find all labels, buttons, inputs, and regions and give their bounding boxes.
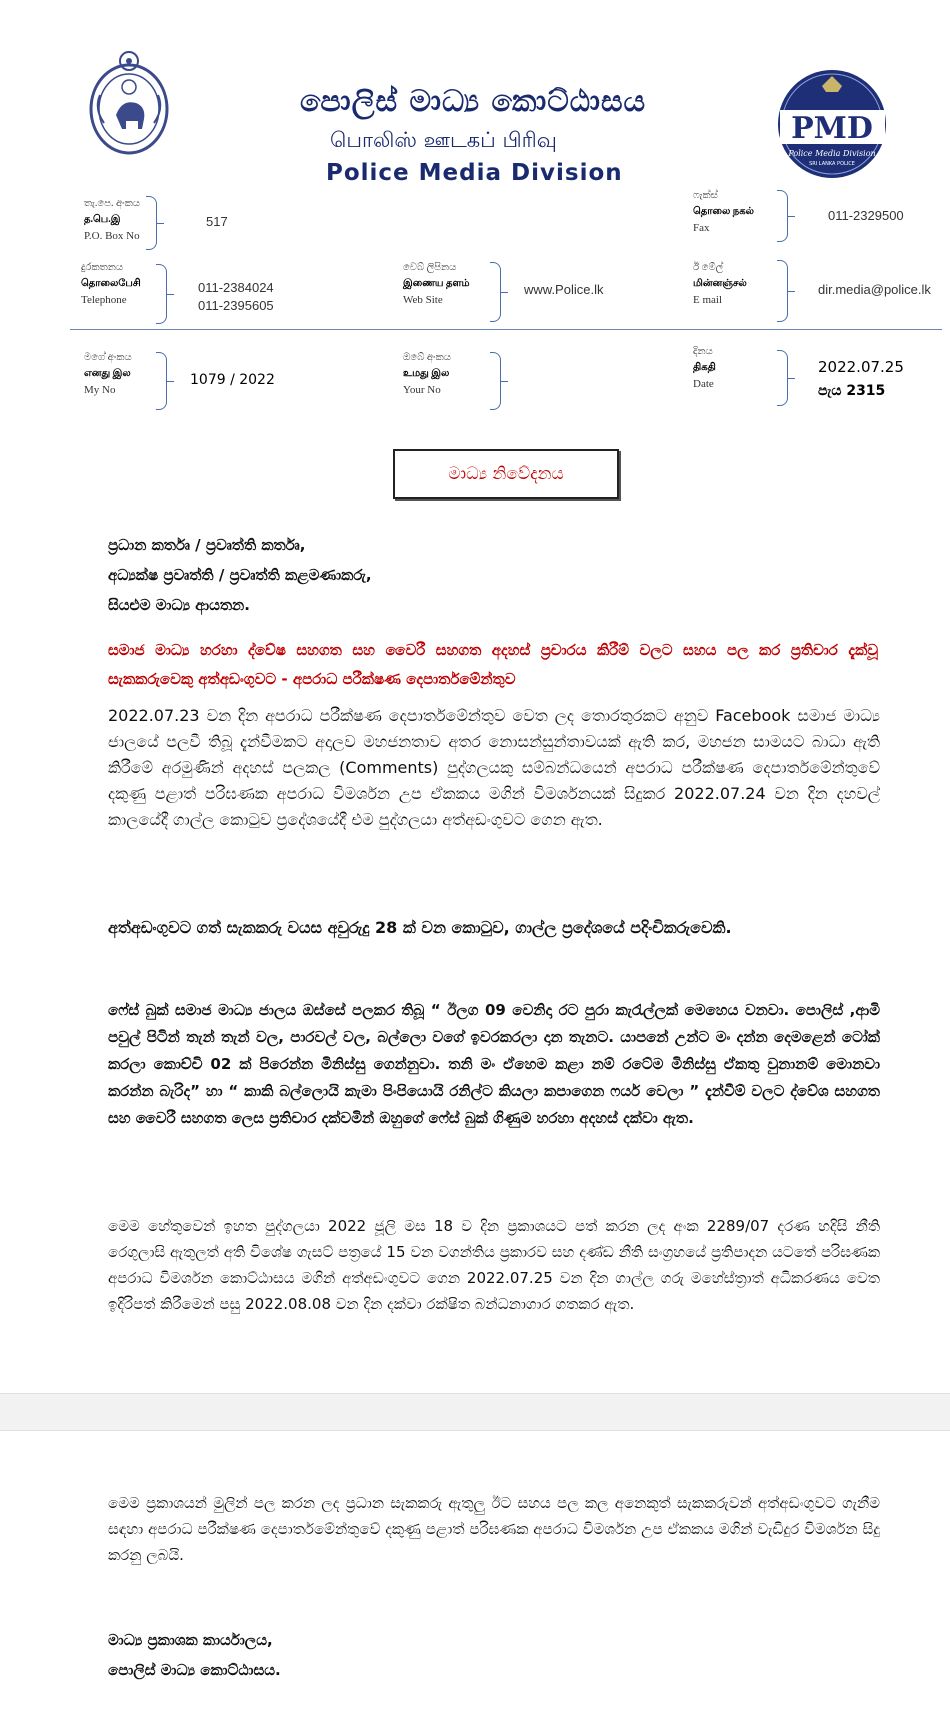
police-emblem-icon	[86, 47, 172, 159]
email-label: ඊ මේල් மின்னஞ்சல் E mail	[693, 262, 747, 306]
fax-value: 011-2329500	[828, 208, 904, 223]
website-label: වෙබ් ලිපිනය இணைய தளம் Web Site	[403, 262, 470, 306]
pobox-value: 517	[206, 214, 228, 229]
date-label: දිනය திகதி Date	[693, 346, 716, 390]
date-brace	[777, 350, 788, 406]
signature-line: මාධ්‍ය ප්‍රකාශක කාර්යාලය,	[108, 1631, 273, 1649]
page-break	[0, 1393, 950, 1431]
addressee-line: අධ්‍යක්ෂ ප්‍රවෘත්ති / ප්‍රවෘත්ති කළමණාකරු,	[108, 566, 372, 584]
media-release-title: මාධ්‍ය නිවේදනය	[393, 449, 619, 499]
paragraph-3: ෆේස් බුක් සමාජ මාධ්‍ය ජාලය ඔස්සේ පලකර තිබූ “ ඊලග 09 වෙනිදා රට පුරා කැරැල්ලක් මෙහෙය වනවා. පොලිස් ,ආමි පවුල් පිටින් තැන් තැන් වල, පාරවල් වල, බල්ලො වගේ ඉවරකරලා දාන තැනට. යාපනේ උන්ට මං දන්න දෙමළෙන් ටෝක් කරලා කොච්චි 02 ක් පිරෙන්න මිනිස්සු ගෙන්නුවා. තනි මං ඒහෙම කළා නම් රටේම මිනිස්සු ඒකතු වුනානම් මොනවා කරන්න බැරිද” හා “ කාකි බල්ලොයි කැමා පිංපියොයි රනිල්ට කියලා කපාගෙන ෆයර් වෙලා ” දැන්වීම් වලට ද්වේශ සහගත සහ වෛරී සහගත ලෙස ප්‍රතිචාර දක්වමින් ඔහුගේ ෆේස් බුක් ගිණුම හරහා අදහස් දක්වා ඇත.	[108, 1001, 880, 1127]
myno-label: මගේ අංකය எனது இல My No	[84, 352, 132, 396]
telephone-value-2: 011-2395605	[198, 298, 274, 313]
email-brace	[777, 260, 788, 322]
pobox-brace	[146, 196, 157, 250]
telephone-brace	[156, 264, 167, 324]
header-divider	[70, 329, 942, 330]
myno-brace	[156, 352, 167, 410]
title-tamil: பொலிஸ் ஊடகப் பிரிவு	[330, 128, 557, 152]
yourno-label: ඔබේ අංකය உமது இல Your No	[403, 352, 451, 396]
website-brace	[490, 262, 501, 322]
addressee-line: ප්‍රධාන කර්තෘ / ප්‍රවෘත්ති කර්තෘ,	[108, 536, 306, 554]
paragraph-4: මෙම හේතුවෙන් ඉහත පුද්ගලයා 2022 ජූලි මස 18 ව දින ප්‍රකාශයට පත් කරන ලද අංක 2289/07 දරණ හදිසි නීති රෙගුලාසි ඇතුලත් අති විශේෂ ගැසට් පත්‍රයේ 15 වන වගන්තිය ප්‍රකාරව සහ දණ්ඩ නීති සංග්‍රහයේ ප්‍රතිපාදන යටතේ පරිඝණක අපරාධ විමර්ශන කොට්ඨාසය මගින් අත්අඩංගුවට ගෙන 2022.07.25 වන දින ගාල්ල ගරු මහේස්ත්‍රාත් අධිකරණය වෙත ඉදිරිපත් කිරීමෙන් පසු 2022.08.08 වන දින දක්වා රක්ෂිත බන්ධනාගාර ගතකර ඇත.	[108, 1217, 880, 1313]
addressee-block	[108, 530, 372, 620]
yourno-brace	[490, 352, 501, 410]
pmd-logo-sub: SRI LANKA POLICE	[809, 161, 855, 167]
paragraph-2: අත්අඩංගුවට ගත් සැකකරු වයස අවුරුදු 28 ක් වන කොටුව, ගාල්ල ප්‍රදේශයේ පදිංචිකරුවෙකි.	[108, 918, 732, 937]
pmd-logo-caption: Police Media Division	[788, 149, 876, 158]
email-link[interactable]: dir.media@police.lk	[818, 282, 931, 297]
headline: සමාජ මාධ්‍ය හරහා ද්වේෂ සහගත සහ වෛරී සහගත අදහස් ප්‍රචාරය කිරීම් වලට සහය පල කර ප්‍රතිචාර දැක්වූ සැකකරුවෙකු අත්අඩංගුවට - අපරාධ පරීක්ෂණ දෙපාර්තමේන්තුව	[108, 641, 878, 688]
pobox-label: තැ.පෙ. අංකය த.பெ.இ P.O. Box No	[84, 198, 140, 242]
pmd-logo-text: PMD	[791, 111, 873, 146]
date-value: 2022.07.25	[818, 358, 904, 376]
telephone-label: දුරකතනය தொலைபேசி Telephone	[81, 262, 141, 306]
addressee-line: සියළුම මාධ්‍ය ආයතන.	[108, 596, 250, 614]
signature-block	[108, 1625, 281, 1685]
myno-value: 1079 / 2022	[190, 372, 275, 388]
pmd-logo	[776, 66, 889, 184]
fax-brace	[777, 190, 788, 242]
website-link[interactable]: www.Police.lk	[524, 282, 604, 297]
paragraph-1: 2022.07.23 වන දින අපරාධ පරීක්ෂණ දෙපාර්තමේන්තුව වෙත ලද තොරතුරකට අනුව Facebook සමාජ මාධ්‍ය ජාලයේ පලවී තිබූ දැන්වීමකට අදාලව මහජනතාව අතර නොසන්සුන්තාවයක් ඇති කර, මහජන සාමයට බාධා ඇති කිරීමේ අරමුණින් අදහස් පලකල (Comments) පුද්ගලයකු සම්බන්ධයෙන් අපරාධ පරීක්ෂණ දෙපාර්තමේන්තුවේ දකුණු පළාත් පරිඝණක අපරාධ විමර්ශන උප ඒකකය මගින් විමර්ශනයක් සිදුකර 2022.07.24 වන දින දහවල් කාලයේදී ගාල්ල කොටුව ප්‍රදේශයේදී එම පුද්ගලයා අත්අඩංගුවට ගෙන ඇත.	[108, 706, 880, 829]
title-english: Police Media Division	[326, 160, 623, 186]
fax-label: ෆැක්ස් தொலை நகல் Fax	[693, 190, 754, 234]
signature-line: පොලිස් මාධ්‍ය කොට්ඨාසය.	[108, 1661, 281, 1679]
time-value: පැය 2315	[818, 383, 886, 399]
paragraph-5: මෙම ප්‍රකාශයන් මුලින් පල කරන ලද ප්‍රධාන සැකකරු ඇතුලු ඊට සහය පල කල අනෙකුත් සැකකරුවන් අත්අඩංගුවට ගැනීම සඳහා අපරාධ පරීක්ෂණ දෙපාර්තමේන්තුවේ දකුණු පළාත් පරිඝණක අපරාධ විමර්ශන උප ඒකකය මගින් වැඩිදුර විමර්ශන සිදු කරනු ලබයි.	[108, 1494, 880, 1564]
telephone-value-1: 011-2384024	[198, 280, 274, 295]
title-sinhala: පොලිස් මාධ්‍ය කොට්ඨාසය	[300, 84, 647, 119]
